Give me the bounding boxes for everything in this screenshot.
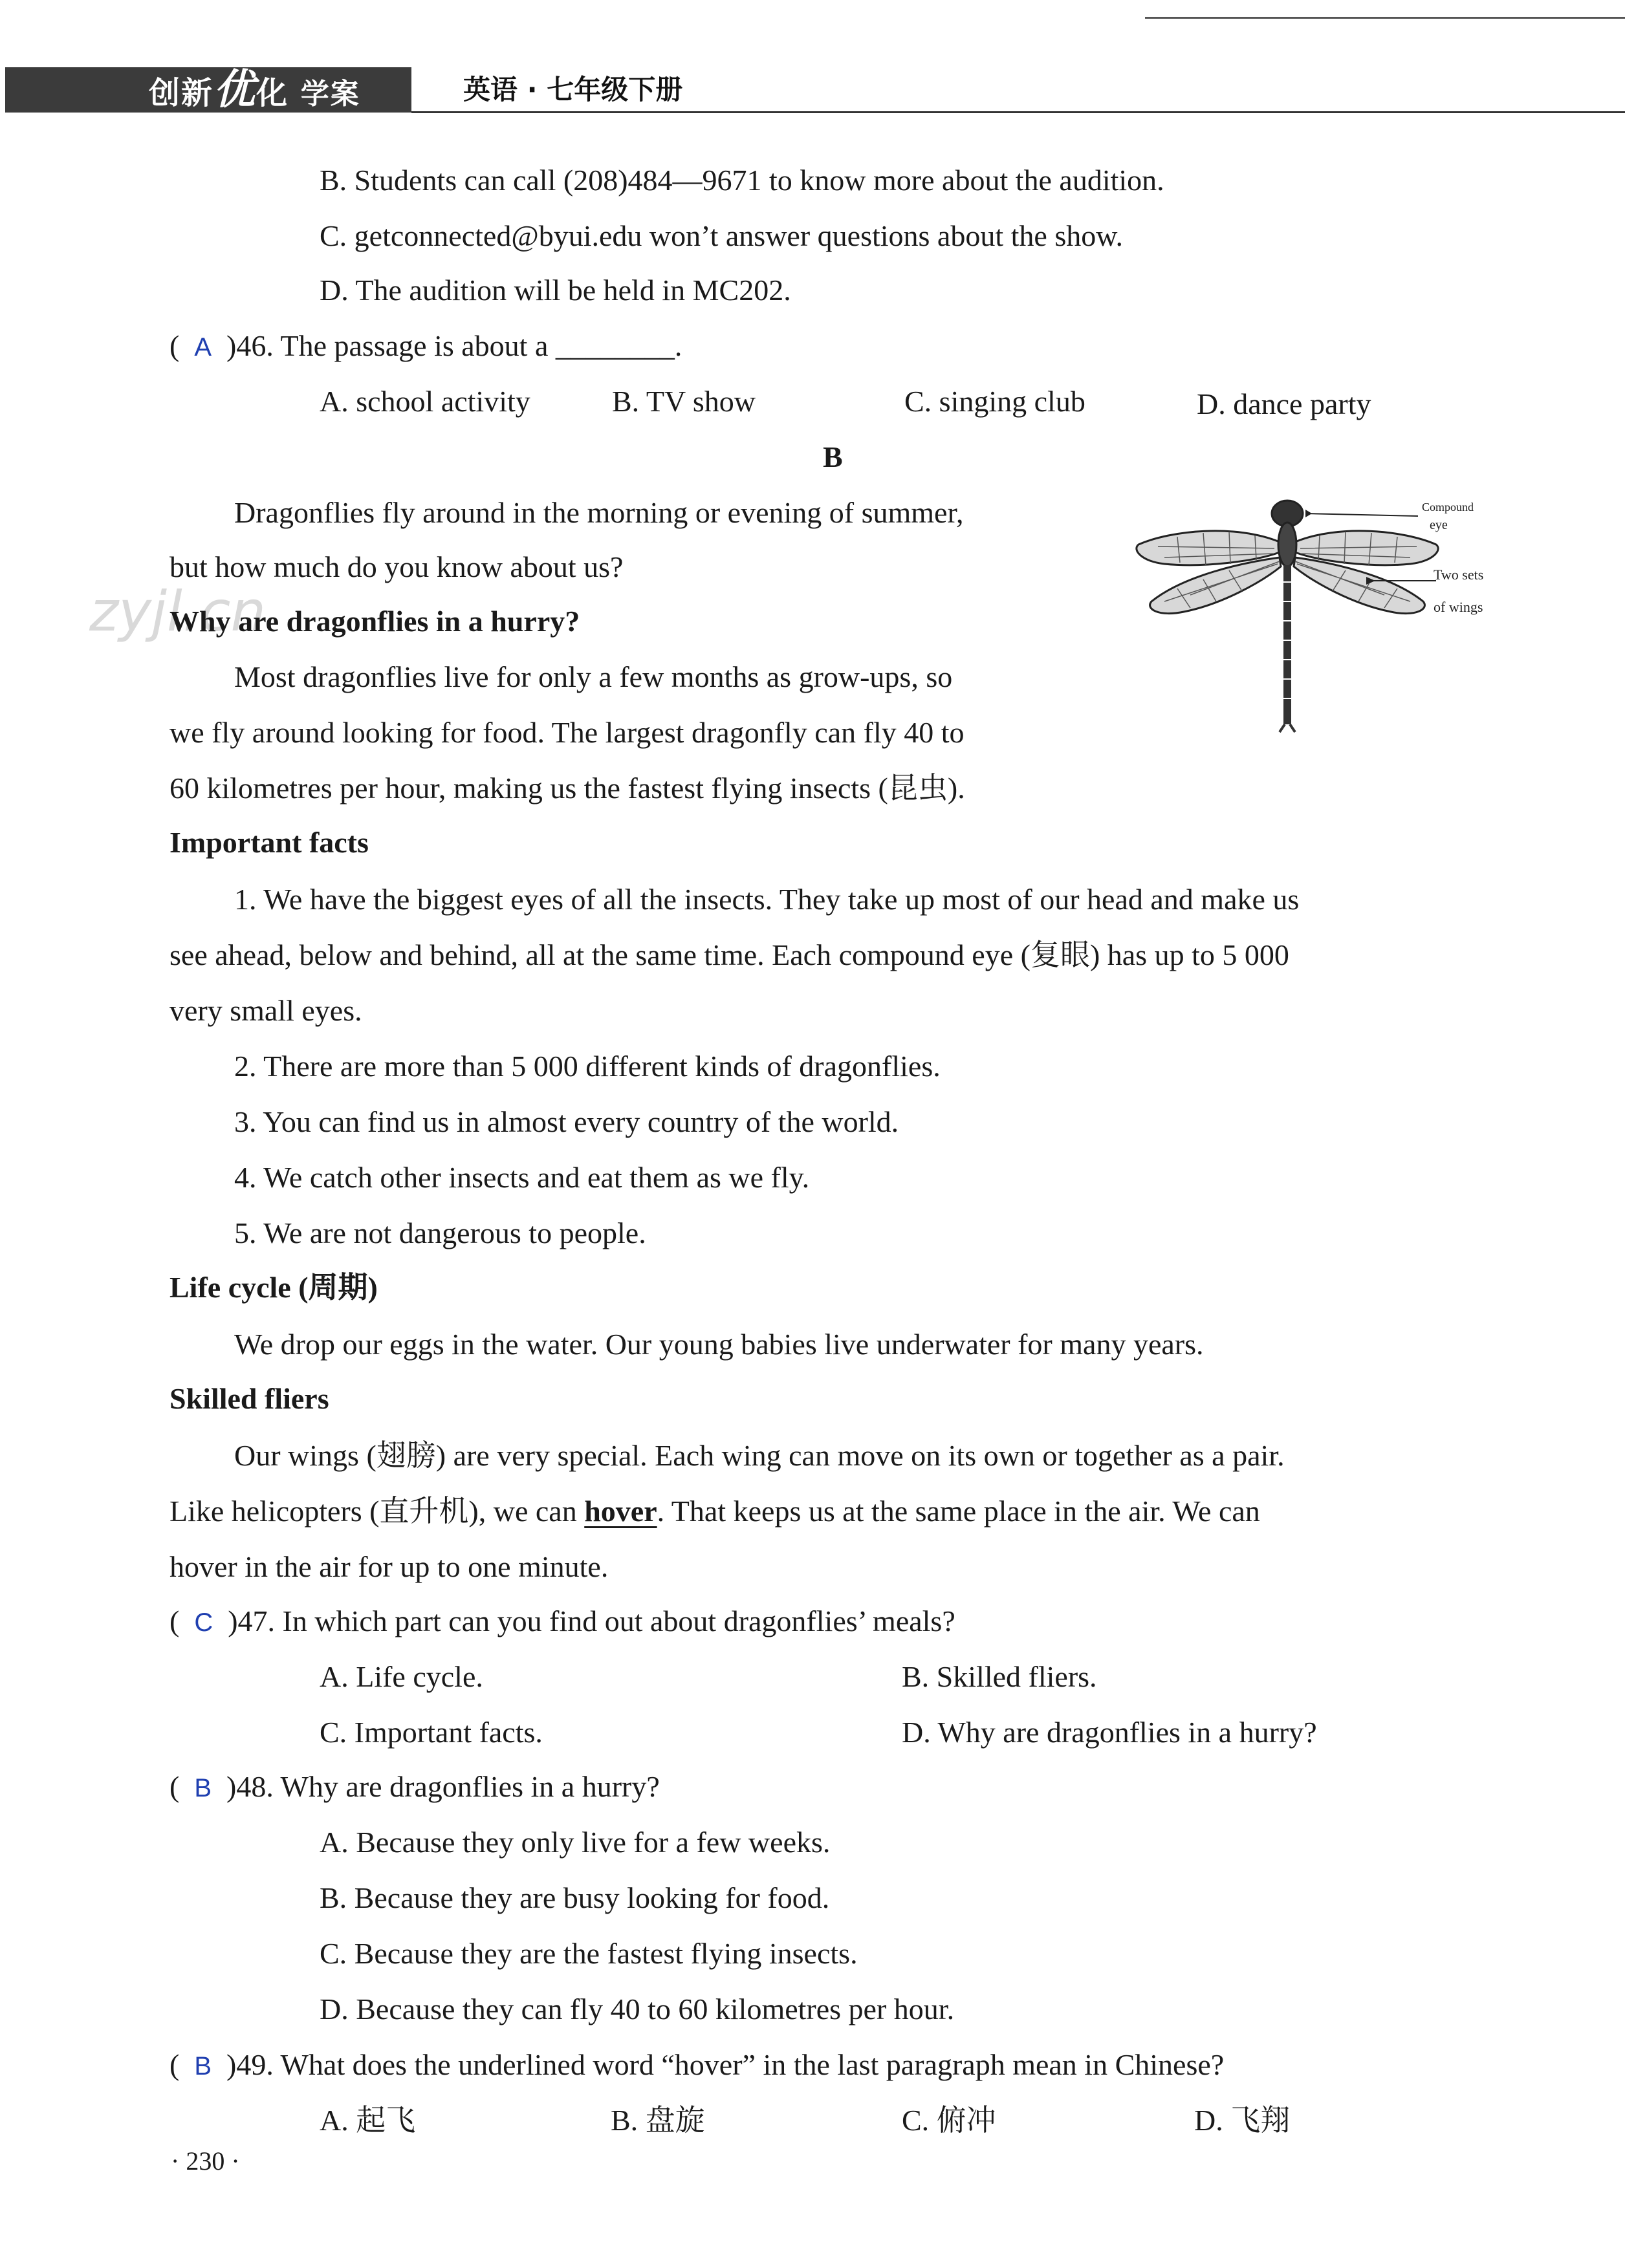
heading-important-facts: Important facts bbox=[169, 826, 369, 859]
answer-47: C bbox=[194, 1608, 213, 1637]
question-47: ( C )47. In which part can you find out about dragonflies’ meals? bbox=[169, 1604, 955, 1637]
fact-3: 3. You can find us in almost every country of the world. bbox=[234, 1105, 899, 1138]
q49-option-b: B. 盘旋 bbox=[611, 2104, 705, 2137]
fact-5: 5. We are not dangerous to people. bbox=[234, 1216, 646, 1249]
answer-46: A bbox=[194, 333, 212, 362]
q46-option-c: C. singing club bbox=[904, 385, 1085, 418]
p1-line-1: Most dragonflies live for only a few months as grow-ups, so bbox=[234, 660, 953, 693]
q49-option-d: D. 飞翔 bbox=[1194, 2104, 1291, 2137]
brand-part4: 学案 bbox=[300, 78, 360, 111]
page-number: · 230 · bbox=[171, 2146, 240, 2176]
fact-1-line-3: very small eyes. bbox=[169, 994, 362, 1027]
watermark: zyjl.cn bbox=[89, 579, 266, 644]
book-title: 英语 · 七年级下册 bbox=[463, 74, 683, 105]
fact-1-line-1: 1. We have the biggest eyes of all the insects. They take up most of our head and make us bbox=[234, 883, 1300, 916]
brand-logo bbox=[149, 67, 360, 113]
q49-option-a: A. 起飞 bbox=[320, 2104, 416, 2137]
q46-option-b: B. TV show bbox=[612, 385, 756, 418]
prev-option-c: C. getconnected@byui.edu won’t answer questions about the show. bbox=[320, 219, 1123, 252]
fact-2: 2. There are more than 5 000 different kinds of dragonflies. bbox=[234, 1050, 941, 1083]
q47-option-a: A. Life cycle. bbox=[320, 1660, 483, 1693]
q46-option-d: D. dance party bbox=[1197, 387, 1371, 420]
question-48-stem: )48. Why are dragonflies in a hurry? bbox=[226, 1770, 660, 1803]
hover-word: hover bbox=[584, 1495, 657, 1528]
q48-option-b: B. Because they are busy looking for food. bbox=[320, 1881, 830, 1914]
heading-life-cycle: Life cycle (周期) bbox=[169, 1271, 378, 1304]
label-compound: Compound bbox=[1422, 501, 1474, 513]
question-49-stem: )49. What does the underlined word “hover” in the last paragraph mean in Chinese? bbox=[226, 2048, 1225, 2081]
q47-option-d: D. Why are dragonflies in a hurry? bbox=[902, 1716, 1317, 1749]
dragonfly-figure bbox=[1126, 485, 1514, 744]
section-b-label: B bbox=[823, 440, 843, 473]
question-46: ( A )46. The passage is about a ________. bbox=[169, 329, 682, 362]
q48-option-c: C. Because they are the fastest flying insects. bbox=[320, 1937, 858, 1970]
q48-option-d: D. Because they can fly 40 to 60 kilometres per hour. bbox=[320, 1993, 955, 2025]
fact-4: 4. We catch other insects and eat them as we fly. bbox=[234, 1161, 810, 1194]
prev-option-b: B. Students can call (208)484—9671 to know more about the audition. bbox=[320, 164, 1164, 197]
header-rule bbox=[411, 111, 1625, 113]
question-46-stem: )46. The passage is about a ________. bbox=[226, 329, 682, 362]
answer-49: B bbox=[194, 2052, 212, 2080]
question-47-stem: )47. In which part can you find out about dragonflies’ meals? bbox=[228, 1604, 955, 1637]
brand-part1: 创新 bbox=[149, 75, 214, 111]
top-rule bbox=[1145, 17, 1625, 19]
label-two-sets: Two sets bbox=[1434, 567, 1484, 583]
heading-why-hurry: Why are dragonflies in a hurry? bbox=[169, 605, 580, 638]
p4-line-2-before: Like helicopters (直升机), we can bbox=[169, 1495, 585, 1528]
q47-option-c: C. Important facts. bbox=[320, 1716, 543, 1749]
p4-line-2 bbox=[169, 1493, 1260, 1530]
fact-1-line-2: see ahead, below and behind, all at the same time. Each compound eye (复眼) has up to 5 000 bbox=[169, 938, 1289, 971]
dragonfly-illustration bbox=[1137, 501, 1438, 732]
p4-line-2-after: . That keeps us at the same place in the air. We can bbox=[657, 1495, 1260, 1528]
label-of-wings: of wings bbox=[1434, 599, 1483, 615]
q46-option-a: A. school activity bbox=[320, 385, 530, 418]
q48-option-a: A. Because they only live for a few weeks. bbox=[320, 1826, 831, 1859]
q49-option-c: C. 俯冲 bbox=[902, 2104, 996, 2137]
question-49: ( B )49. What does the underlined word “hover” in the last paragraph mean in Chinese? bbox=[169, 2048, 1225, 2081]
prev-option-d: D. The audition will be held in MC202. bbox=[320, 274, 791, 307]
life-cycle-text: We drop our eggs in the water. Our young babies live underwater for many years. bbox=[234, 1328, 1204, 1361]
heading-skilled-fliers: Skilled fliers bbox=[169, 1382, 329, 1415]
brand-part2: 优 bbox=[213, 66, 257, 114]
p4-line-1: Our wings (翅膀) are very special. Each wing can move on its own or together as a pair. bbox=[234, 1439, 1285, 1472]
intro-line-1: Dragonflies fly around in the morning or evening of summer, bbox=[234, 496, 964, 529]
brand-part3: 化 bbox=[256, 75, 289, 111]
question-48: ( B )48. Why are dragonflies in a hurry? bbox=[169, 1770, 660, 1803]
intro-line-2: but how much do you know about us? bbox=[169, 550, 624, 583]
label-eye: eye bbox=[1430, 518, 1448, 532]
p1-line-3: 60 kilometres per hour, making us the fastest flying insects (昆虫). bbox=[169, 772, 965, 805]
p1-line-2: we fly around looking for food. The largest dragonfly can fly 40 to bbox=[169, 716, 965, 749]
p4-line-3: hover in the air for up to one minute. bbox=[169, 1550, 609, 1583]
answer-48: B bbox=[194, 1774, 212, 1802]
q47-option-b: B. Skilled fliers. bbox=[902, 1660, 1097, 1693]
